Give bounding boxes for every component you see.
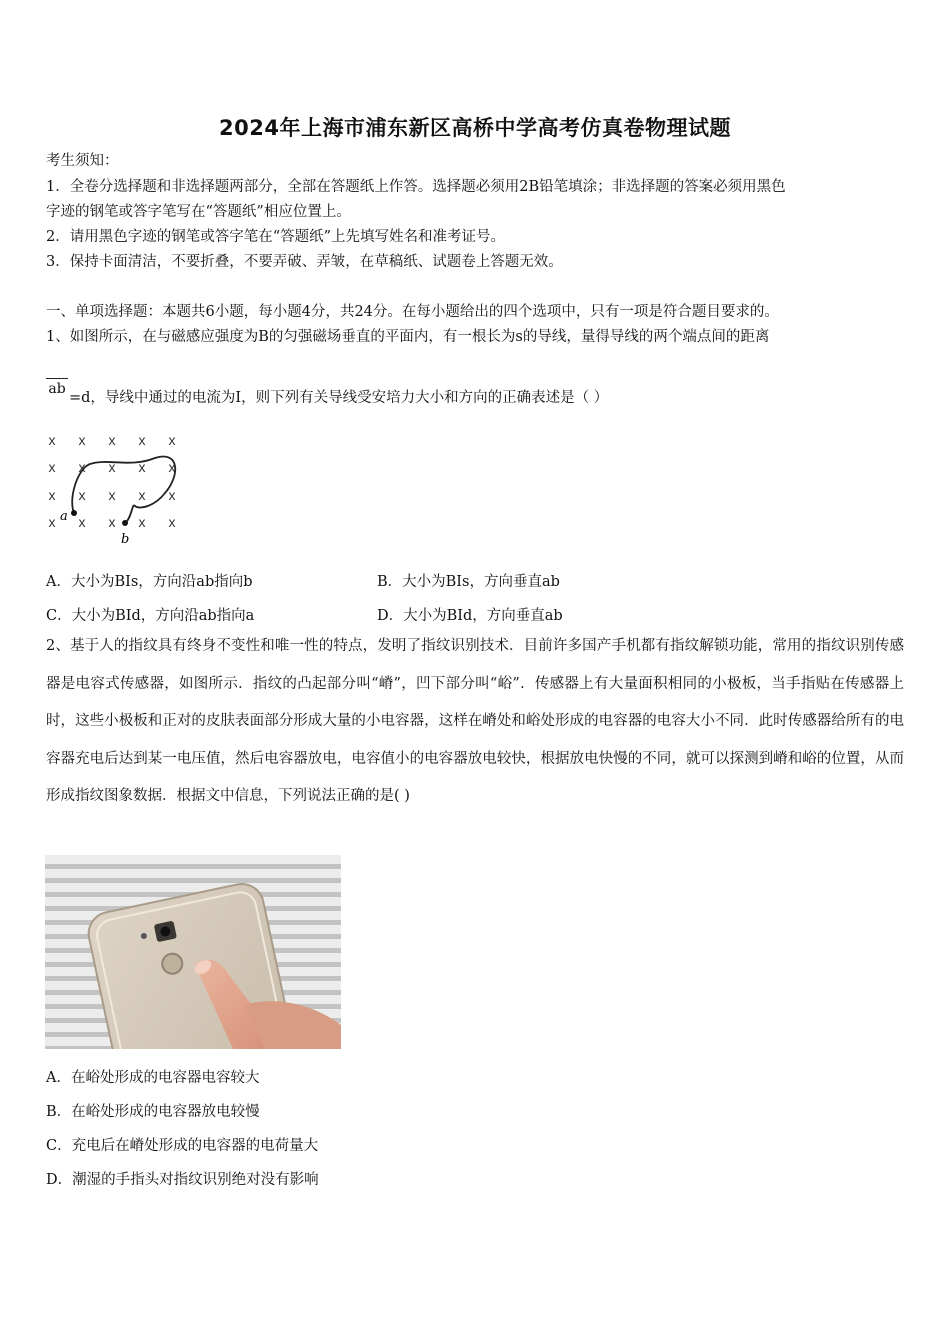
- field-cross-0-2: x: [108, 432, 116, 448]
- field-cross-2-2: x: [108, 487, 116, 503]
- section-heading: 一、单项选择题：本题共6小题，每小题4分，共24分。在每小题给出的四个选项中，只有一项是符合题目要求的。: [46, 304, 779, 320]
- field-cross-2-3: x: [138, 487, 146, 503]
- wire-curve: [72, 457, 175, 523]
- overline-bar: [46, 378, 68, 379]
- label-b: b: [121, 532, 130, 547]
- field-cross-3-0: x: [48, 514, 56, 530]
- notice-item-3: 3．保持卡面清洁，不要折叠，不要弄破、弄皱，在草稿纸、试题卷上答题无效。: [46, 254, 563, 270]
- label-a: a: [60, 509, 68, 524]
- field-cross-1-3: x: [138, 459, 146, 475]
- field-cross-3-4: x: [168, 514, 176, 530]
- notice-item-2: 2．请用黑色字迹的钢笔或答字笔在“答题纸”上先填写姓名和准考证号。: [46, 229, 506, 245]
- q1-option-c[interactable]: C．大小为BId，方向沿ab指向a: [46, 608, 255, 624]
- endpoint-a: [71, 510, 77, 516]
- field-cross-2-1: x: [78, 487, 86, 503]
- field-cross-3-1: x: [78, 514, 86, 530]
- field-cross-0-0: x: [48, 432, 56, 448]
- fingerprint-phone-photo: [45, 855, 341, 1049]
- q2-stem: 2、基于人的指纹具有终身不变性和唯一性的特点，发明了指纹识别技术．目前许多国产手机都有指纹解锁功能，常用的指纹识别传感器是电容式传感器，如图所示．指纹的凸起部分叫“嵴”，凹下部分叫“峪”．传感器上有大量面积相同的小极板，当手指贴在传感器上时，这些小极板和正对的皮肤表面部分形成大量的小电容器，这样在嵴处和峪处形成的电容器的电容大小不同．此时传感器给所有的电容器充电后达到某一电压值，然后电容器放电，电容值小的电容器放电较快，根据放电快慢的不同，就可以探测到嵴和峪的位置，从而形成指纹图象数据．根据文中信息，下列说法正确的是( ): [46, 638, 904, 804]
- ab-symbol-text: ab: [48, 381, 66, 397]
- field-cross-1-2: x: [108, 459, 116, 475]
- q1-option-b[interactable]: B．大小为BIs，方向垂直ab: [377, 574, 560, 590]
- q1-option-a[interactable]: A．大小为BIs，方向沿ab指向b: [46, 574, 253, 590]
- q2-option-a[interactable]: A．在峪处形成的电容器电容较大: [46, 1070, 260, 1086]
- notice-item-1-cont: 字迹的钢笔或答字笔写在“答题纸”相应位置上。: [46, 204, 351, 220]
- endpoint-b: [122, 520, 128, 526]
- q1-stem-line1: 1、如图所示，在与磁感应强度为B的匀强磁场垂直的平面内，有一根长为s的导线，量得导线的两个端点间的距离: [46, 329, 770, 345]
- page-title: 2024年上海市浦东新区高桥中学高考仿真卷物理试题: [219, 116, 731, 140]
- q2-option-b[interactable]: B．在峪处形成的电容器放电较慢: [46, 1104, 260, 1120]
- field-cross-0-3: x: [138, 432, 146, 448]
- field-cross-2-4: x: [168, 487, 176, 503]
- q2-option-d[interactable]: D．潮湿的手指头对指纹识别绝对没有影响: [46, 1172, 319, 1188]
- ab-overline-symbol: [46, 378, 68, 397]
- notice-heading: 考生须知：: [46, 153, 119, 169]
- q1-option-d[interactable]: D．大小为BId，方向垂直ab: [377, 608, 563, 624]
- field-cross-0-1: x: [78, 432, 86, 448]
- q2-option-c[interactable]: C．充电后在嵴处形成的电容器的电荷量大: [46, 1138, 319, 1154]
- field-cross-1-1: x: [78, 459, 86, 475]
- q1-stem-line2: =d，导线中通过的电流为I，则下列有关导线受安培力大小和方向的正确表述是（ ）: [69, 390, 609, 406]
- notice-item-1: 1．全卷分选择题和非选择题两部分，全部在答题纸上作答。选择题必须用2B铅笔填涂；非选择题的答案必须用黑色: [46, 179, 786, 195]
- field-cross-1-0: x: [48, 459, 56, 475]
- field-cross-3-2: x: [108, 514, 116, 530]
- field-cross-1-4: x: [168, 459, 176, 475]
- field-cross-0-4: x: [168, 432, 176, 448]
- field-cross-2-0: x: [48, 487, 56, 503]
- magnetic-field-figure: [40, 428, 190, 550]
- field-cross-3-3: x: [138, 514, 146, 530]
